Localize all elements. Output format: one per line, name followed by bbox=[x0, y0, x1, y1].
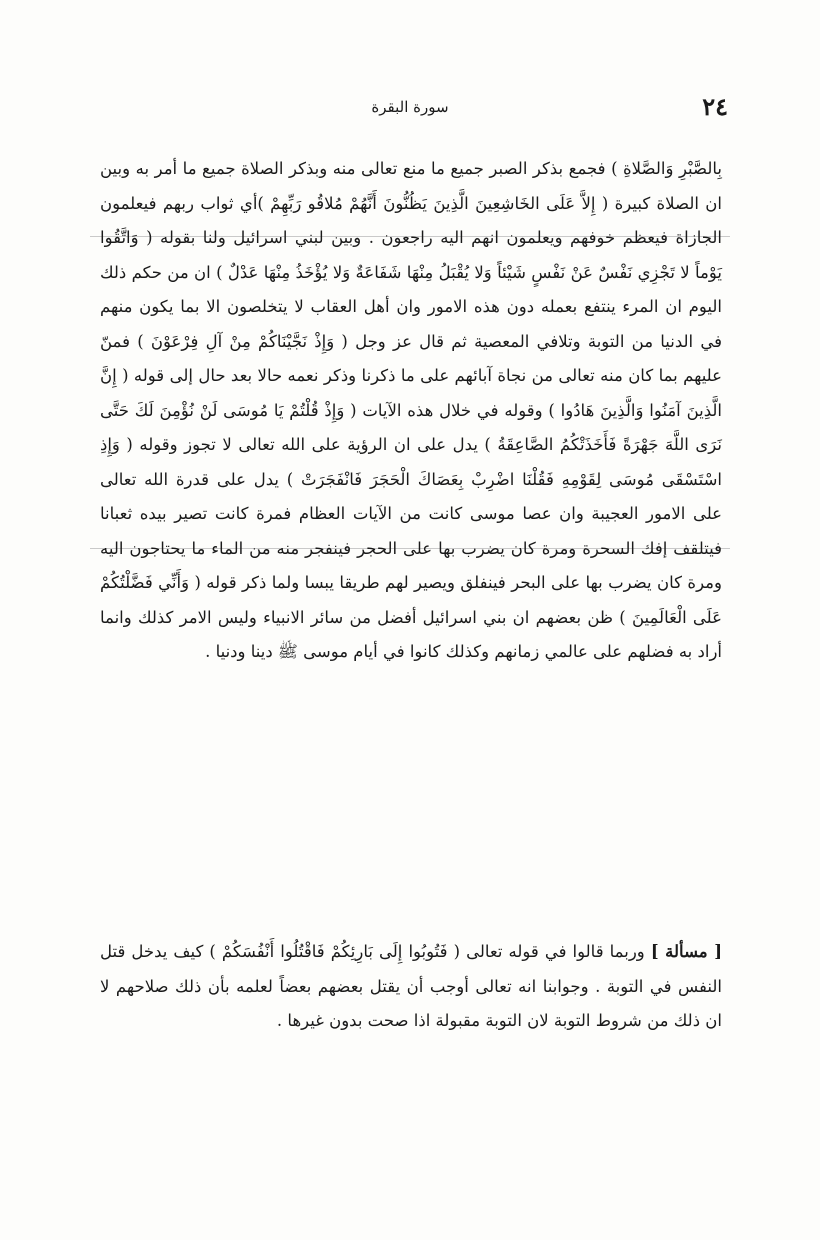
main-text-block bbox=[100, 152, 722, 670]
masala-paragraph bbox=[100, 935, 722, 1039]
page-number: ٢٤ bbox=[702, 92, 728, 121]
surah-title: سورة البقرة bbox=[371, 98, 449, 116]
paragraph-text: بِالصَّبْرِ وَالصَّلاةِ ) فجمع بذكر الصبر جميع ما منع تعالى منه وبذكر الصلاة جميع ما أمر به وبين ان الصلاة كبيرة ( إِلاَّ عَلَى الخَاشِعِينَ الَّذِينَ يَظُنُّونَ أَنَّهُمْ مُلاقُو رَبِّهِمْ )أي ثواب ربهم فيعلمون الجازاة فيعظم خوفهم ويعلمون انهم اليه راجعون . وبين لبني اسرائيل ولنا بقوله ( وَاتَّقُوا يَوْماً لا تَجْزِي نَفْسٌ عَنْ نَفْسٍ شَيْئاً وَلا يُقْبَلُ مِنْهَا شَفَاعَةٌ وَلا يُؤْخَذُ مِنْهَا عَدْلٌ ) ان من حكم ذلك اليوم ان المرء ينتفع بعمله دون هذه الامور وان أهل العقاب لا يتخلصون الا بما يكون منهم في الدنيا من التوبة وتلافي المعصية ثم قال عز وجل ( وَإِذْ نَجَّيْنَاكُمْ مِنْ آلِ فِرْعَوْنَ ) فمنّ عليهم بما كان منه تعالى من نجاة آبائهم على ما ذكرنا وذكر نعمه حالا بعد حال إلى قوله ( إِنَّ الَّذِينَ آمَنُوا وَالَّذِينَ هَادُوا ) وقوله في خلال هذه الآيات ( وَإِذْ قُلْتُمْ يَا مُوسَى لَنْ نُؤْمِنَ لَكَ حَتَّى نَرَى اللَّهَ جَهْرَةً فَأَخَذَتْكُمُ الصَّاعِقَةُ ) يدل على ان الرؤية على الله تعالى لا تجوز وقوله ( وَإِذِ اسْتَسْقَى مُوسَى لِقَوْمِهِ فَقُلْنَا اضْرِبْ بِعَصَاكَ الْحَجَرَ فَانْفَجَرَتْ ) يدل على قدرة الله تعالى على الامور العجيبة وان عصا موسى كانت من الآيات العظام فمرة كانت تصير بيده ثعبانا فيتلقف إفك السحرة ومرة كان يضرب بها على الحجر فينفجر منه من الماء ما يحتاجون اليه ومرة كان يضرب بها على البحر فينفلق ويصير لهم طريقا يبسا ولما ذكر قوله ( وَأَنِّي فَضَّلْتُكُمْ عَلَى الْعَالَمِينَ ) ظن بعضهم ان بني اسرائيل أفضل من سائر الانبياء وليس الامر كذلك وانما أراد به فضلهم على عالمي زمانهم وكذلك كانوا في أيام موسى ﷺ دينا ودنيا . bbox=[100, 159, 722, 661]
masala-label: [ مسألة ] bbox=[650, 942, 722, 961]
masala-text: وربما قالوا في قوله تعالى ( فَتُوبُوا إِلَى بَارِئِكُمْ فَاقْتُلُوا أَنْفُسَكُمْ ) كيف يدخل قتل النفس في التوبة . وجوابنا انه تعالى أوجب أن يقتل بعضهم بعضاً لعلمه بأن ذلك صلاحهم لا ان ذلك من شروط التوبة لان التوبة مقبولة اذا صحت بدون غيرها . bbox=[100, 942, 722, 1030]
masala-section bbox=[100, 935, 722, 1039]
page-header bbox=[92, 92, 728, 126]
